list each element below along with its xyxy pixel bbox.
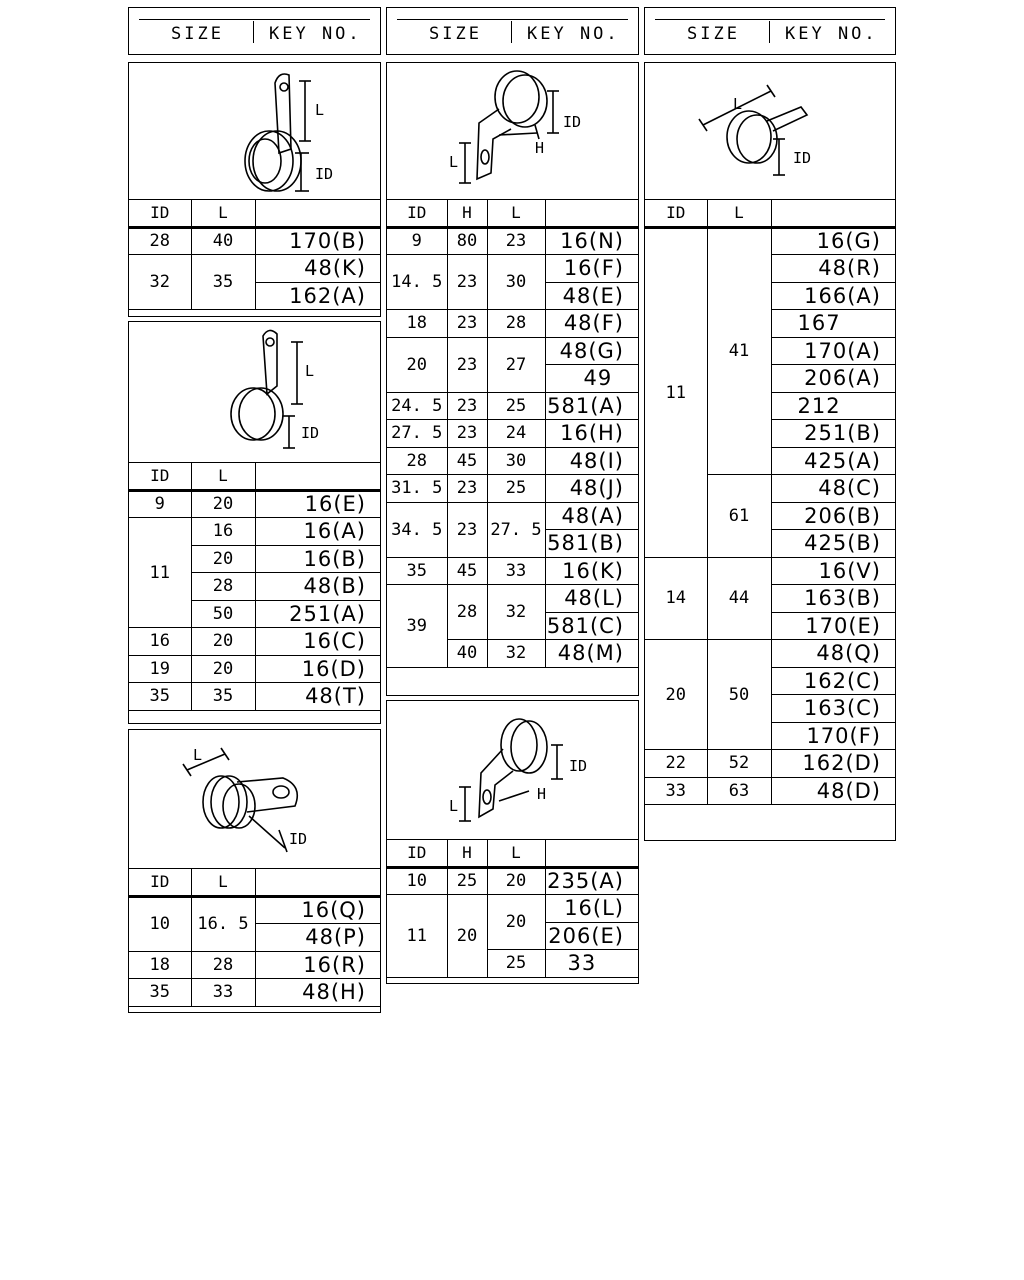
size-cell: 25 — [487, 392, 545, 420]
key-no-cell: 48(T) — [255, 683, 380, 711]
table-row — [129, 655, 380, 683]
table-row — [387, 420, 638, 448]
l-dim-label: L — [315, 101, 325, 119]
size-cell: 40 — [191, 227, 255, 255]
size-cell: 41 — [707, 227, 771, 475]
col-h: H — [447, 200, 487, 228]
key-no-cell: 16(B) — [255, 545, 380, 573]
size-cell: 24 — [487, 420, 545, 448]
key-no-cell: 163(B) — [771, 585, 895, 613]
size-cell: 30 — [487, 447, 545, 475]
size-label: SIZE — [429, 24, 482, 44]
size-cell: 16 — [129, 628, 191, 656]
clip-diagram-1b — [129, 322, 380, 463]
l-dim-label: L — [449, 153, 459, 171]
table-row — [387, 447, 638, 475]
table-row — [387, 392, 638, 420]
size-cell: 50 — [191, 600, 255, 628]
size-cell: 28 — [129, 227, 191, 255]
table-row — [129, 255, 380, 283]
key-no-cell: 48(Q) — [771, 640, 895, 668]
key-no-cell: 48(D) — [771, 777, 895, 805]
size-cell: 20 — [191, 628, 255, 656]
col-key — [771, 200, 895, 228]
key-no-cell: 170(F) — [771, 722, 895, 750]
size-cell: 35 — [387, 557, 447, 585]
table-row — [129, 896, 380, 924]
size-keyno-header-2 — [386, 7, 639, 55]
clip-section-1b — [128, 321, 381, 724]
size-keyno-header-1 — [128, 7, 381, 55]
size-cell: 25 — [447, 867, 487, 895]
size-cell: 20 — [487, 895, 545, 950]
size-cell: 18 — [387, 310, 447, 338]
size-cell: 10 — [129, 896, 191, 951]
table-row — [129, 628, 380, 656]
key-no-cell: 170(E) — [771, 612, 895, 640]
size-cell: 11 — [645, 227, 707, 557]
size-cell: 16. 5 — [191, 896, 255, 951]
key-no-cell: 48(B) — [255, 573, 380, 601]
key-no-label: KEY NO. — [269, 24, 362, 44]
size-cell: 27. 5 — [387, 420, 447, 448]
size-cell: 20 — [191, 545, 255, 573]
size-cell: 45 — [447, 447, 487, 475]
size-cell: 32 — [129, 255, 191, 310]
key-no-cell: 33 — [545, 950, 638, 978]
key-no-label: KEY NO. — [527, 24, 620, 44]
l-dim-label: L — [305, 362, 315, 380]
table-row — [387, 255, 638, 283]
size-cell: 19 — [129, 655, 191, 683]
table-row — [645, 640, 895, 668]
size-cell: 35 — [129, 683, 191, 711]
key-no-cell: 48(G) — [545, 337, 638, 365]
clip-diagram-1a — [129, 63, 380, 200]
size-cell: 30 — [487, 255, 545, 310]
col-key — [255, 463, 380, 491]
table-row — [387, 502, 638, 530]
col-id: ID — [129, 200, 191, 228]
size-cell: 28 — [191, 951, 255, 979]
table-row — [129, 518, 380, 546]
clip-diagram-3a — [645, 63, 895, 200]
key-no-cell: 48(P) — [255, 924, 380, 952]
table-row — [387, 557, 638, 585]
size-cell: 23 — [447, 392, 487, 420]
key-no-cell: 48(A) — [545, 502, 638, 530]
clip-section-1c — [128, 729, 381, 1013]
size-cell: 32 — [487, 585, 545, 640]
size-label: SIZE — [687, 24, 740, 44]
size-cell: 14. 5 — [387, 255, 447, 310]
h-dim-label: H — [537, 785, 547, 803]
size-cell: 11 — [129, 518, 191, 628]
size-cell: 11 — [387, 895, 447, 978]
size-cell: 63 — [707, 777, 771, 805]
key-no-cell: 48(K) — [255, 255, 380, 283]
size-cell: 20 — [191, 490, 255, 518]
col-l: L — [707, 200, 771, 228]
key-no-cell: 425(B) — [771, 530, 895, 558]
key-no-cell: 581(A) — [545, 392, 638, 420]
size-cell: 27 — [487, 337, 545, 392]
clip-table-2a — [387, 199, 638, 668]
col-id: ID — [387, 840, 447, 868]
table-row — [645, 750, 895, 778]
table-row — [645, 777, 895, 805]
table-row — [387, 867, 638, 895]
h-dim-label: H — [535, 139, 545, 157]
key-no-cell: 206(A) — [771, 365, 895, 393]
size-cell: 40 — [447, 640, 487, 668]
table-row — [645, 227, 895, 255]
table-row — [387, 585, 638, 613]
size-cell: 22 — [645, 750, 707, 778]
size-cell: 35 — [191, 683, 255, 711]
id-dim-label: ID — [315, 165, 334, 183]
clip-table-3a — [645, 199, 895, 805]
size-cell: 25 — [487, 950, 545, 978]
key-no-cell: 48(L) — [545, 585, 638, 613]
size-cell: 20 — [447, 895, 487, 978]
clip-section-1a — [128, 62, 381, 317]
key-no-cell: 48(I) — [545, 447, 638, 475]
table-row — [129, 951, 380, 979]
key-no-cell: 163(C) — [771, 695, 895, 723]
table-row — [387, 895, 638, 923]
size-cell: 33 — [191, 979, 255, 1007]
key-no-cell: 16(H) — [545, 420, 638, 448]
col-key — [255, 869, 380, 897]
size-cell: 32 — [487, 640, 545, 668]
key-no-cell: 16(D) — [255, 655, 380, 683]
id-dim-label: ID — [289, 830, 308, 848]
key-no-cell: 48(E) — [545, 282, 638, 310]
key-no-cell: 581(C) — [545, 612, 638, 640]
key-no-cell: 425(A) — [771, 447, 895, 475]
size-cell: 23 — [447, 310, 487, 338]
col-l: L — [191, 200, 255, 228]
size-cell: 45 — [447, 557, 487, 585]
key-no-cell: 16(Q) — [255, 896, 380, 924]
size-cell: 25 — [487, 475, 545, 503]
key-no-cell: 212 — [771, 392, 895, 420]
key-no-cell: 170(B) — [255, 227, 380, 255]
col-l: L — [191, 869, 255, 897]
key-no-cell: 48(C) — [771, 475, 895, 503]
key-no-cell: 162(C) — [771, 667, 895, 695]
table-row — [387, 337, 638, 365]
id-dim-label: ID — [569, 757, 588, 775]
key-no-cell: 16(C) — [255, 628, 380, 656]
clip-diagram-2a — [387, 63, 638, 200]
size-cell: 20 — [487, 867, 545, 895]
col-key — [255, 200, 380, 228]
key-no-cell: 162(D) — [771, 750, 895, 778]
key-no-cell: 48(R) — [771, 255, 895, 283]
table-row — [129, 227, 380, 255]
key-no-cell: 16(E) — [255, 490, 380, 518]
size-cell: 31. 5 — [387, 475, 447, 503]
size-cell: 28 — [387, 447, 447, 475]
key-no-cell: 206(E) — [545, 922, 638, 950]
col-l: L — [191, 463, 255, 491]
table-row — [387, 227, 638, 255]
size-cell: 44 — [707, 557, 771, 640]
l-dim-label: L — [733, 95, 743, 113]
size-keyno-header-3 — [644, 7, 896, 55]
size-cell: 20 — [645, 640, 707, 750]
clip-table-2b — [387, 839, 638, 978]
size-cell: 10 — [387, 867, 447, 895]
key-no-cell: 162(A) — [255, 282, 380, 310]
key-no-cell: 49 — [545, 365, 638, 393]
size-cell: 35 — [129, 979, 191, 1007]
table-row — [129, 683, 380, 711]
size-cell: 24. 5 — [387, 392, 447, 420]
key-no-cell: 581(B) — [545, 530, 638, 558]
size-cell: 23 — [447, 255, 487, 310]
table-row — [387, 310, 638, 338]
key-no-cell: 16(V) — [771, 557, 895, 585]
size-cell: 18 — [129, 951, 191, 979]
clip-table-1a — [129, 199, 380, 310]
size-cell: 20 — [387, 337, 447, 392]
key-no-cell: 170(A) — [771, 337, 895, 365]
col-l: L — [487, 200, 545, 228]
key-no-cell: 235(A) — [545, 867, 638, 895]
key-no-cell: 16(G) — [771, 227, 895, 255]
size-cell: 28 — [487, 310, 545, 338]
clip-diagram-2b — [387, 701, 638, 840]
size-cell: 50 — [707, 640, 771, 750]
clip-table-1b — [129, 462, 380, 711]
size-cell: 33 — [645, 777, 707, 805]
size-cell: 52 — [707, 750, 771, 778]
size-cell: 27. 5 — [487, 502, 545, 557]
size-label: SIZE — [171, 24, 224, 44]
key-no-cell: 48(H) — [255, 979, 380, 1007]
col-h: H — [447, 840, 487, 868]
key-no-cell: 206(B) — [771, 502, 895, 530]
col-key — [545, 200, 638, 228]
clip-section-3a — [644, 62, 896, 841]
key-no-cell: 16(K) — [545, 557, 638, 585]
size-cell: 80 — [447, 227, 487, 255]
size-cell: 23 — [447, 337, 487, 392]
key-no-label: KEY NO. — [785, 24, 878, 44]
col-id: ID — [645, 200, 707, 228]
size-cell: 23 — [447, 502, 487, 557]
size-cell: 9 — [129, 490, 191, 518]
size-cell: 34. 5 — [387, 502, 447, 557]
size-cell: 9 — [387, 227, 447, 255]
size-cell: 61 — [707, 475, 771, 558]
size-cell: 35 — [191, 255, 255, 310]
table-row — [129, 490, 380, 518]
size-cell: 20 — [191, 655, 255, 683]
size-cell: 28 — [191, 573, 255, 601]
size-cell: 28 — [447, 585, 487, 640]
size-cell: 39 — [387, 585, 447, 668]
col-key — [545, 840, 638, 868]
key-no-cell: 167 — [771, 310, 895, 338]
id-dim-label: ID — [301, 424, 320, 442]
id-dim-label: ID — [563, 113, 582, 131]
key-no-cell: 166(A) — [771, 282, 895, 310]
col-id: ID — [129, 869, 191, 897]
size-cell: 23 — [447, 420, 487, 448]
size-cell: 14 — [645, 557, 707, 640]
clip-diagram-1c — [129, 730, 380, 869]
key-no-cell: 48(J) — [545, 475, 638, 503]
l-dim-label: L — [449, 797, 459, 815]
size-cell: 33 — [487, 557, 545, 585]
key-no-cell: 48(M) — [545, 640, 638, 668]
size-cell: 16 — [191, 518, 255, 546]
key-no-cell: 16(N) — [545, 227, 638, 255]
key-no-cell: 16(L) — [545, 895, 638, 923]
l-dim-label: L — [193, 746, 203, 764]
key-no-cell: 251(A) — [255, 600, 380, 628]
size-cell: 23 — [487, 227, 545, 255]
id-dim-label: ID — [793, 149, 812, 167]
col-l: L — [487, 840, 545, 868]
table-row — [387, 475, 638, 503]
table-row — [129, 979, 380, 1007]
table-row — [645, 557, 895, 585]
key-no-cell: 251(B) — [771, 420, 895, 448]
col-id: ID — [129, 463, 191, 491]
key-no-cell: 16(F) — [545, 255, 638, 283]
clip-section-2b — [386, 700, 639, 984]
clip-section-2a — [386, 62, 639, 696]
size-cell: 23 — [447, 475, 487, 503]
clip-table-1c — [129, 868, 380, 1007]
col-id: ID — [387, 200, 447, 228]
key-no-cell: 16(R) — [255, 951, 380, 979]
key-no-cell: 48(F) — [545, 310, 638, 338]
key-no-cell: 16(A) — [255, 518, 380, 546]
